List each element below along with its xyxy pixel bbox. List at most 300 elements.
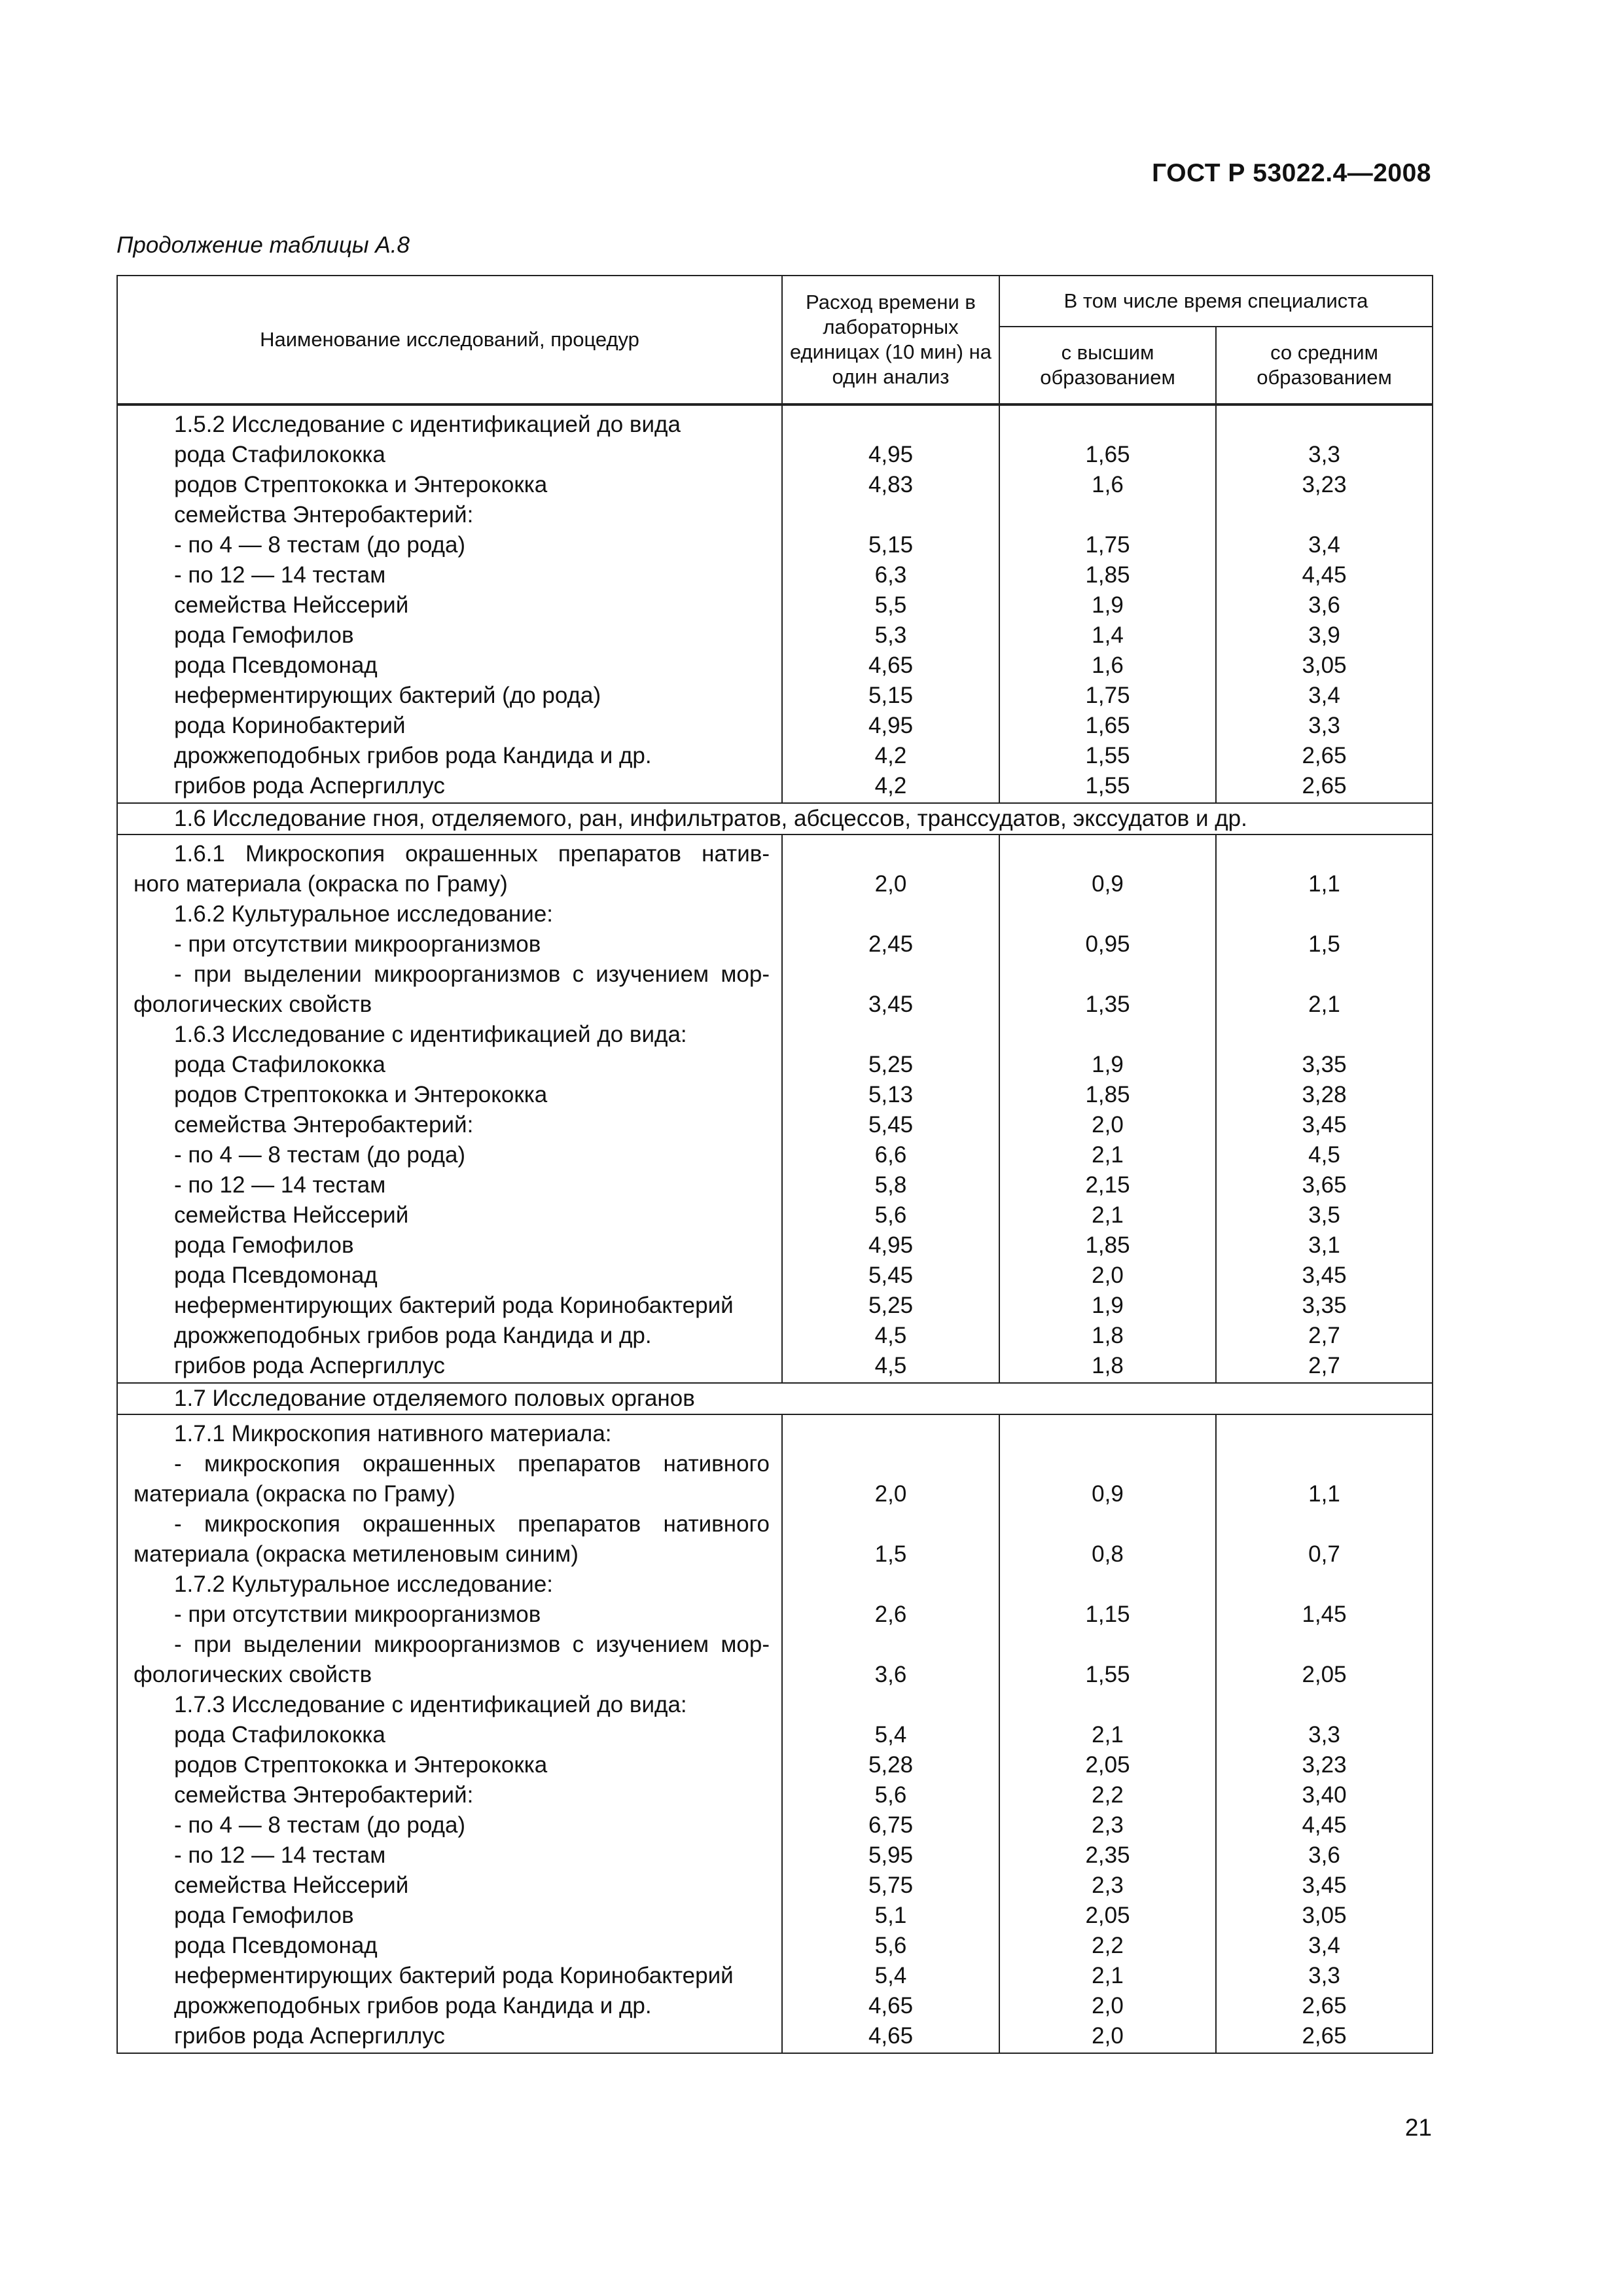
table-row (117, 1961, 1433, 1991)
secondary-education-value-cell (1216, 1449, 1433, 1479)
procedure-name-cell (117, 1750, 782, 1780)
higher-education-value-cell (999, 1630, 1216, 1660)
procedure-name-cell (117, 771, 782, 803)
procedure-name-cell (117, 1780, 782, 1810)
secondary-education-value-cell: 4,45 (1216, 560, 1433, 590)
time-value-cell: 5,28 (782, 1750, 999, 1780)
procedure-name: - по 12 — 14 тестам (174, 562, 386, 588)
time-value-cell: 3,45 (782, 990, 999, 1020)
higher-education-value-cell: 0,9 (999, 1479, 1216, 1509)
time-value-cell (782, 1630, 999, 1660)
time-value-cell: 5,45 (782, 1110, 999, 1140)
procedure-name: семейства Энтеробактерий: (174, 502, 474, 528)
secondary-education-value-cell: 2,05 (1216, 1660, 1433, 1690)
procedure-name: 1.6.1 Микроскопия окрашенных препаратов натив- (174, 841, 770, 867)
column-header-secondary-education: со средним образованием (1216, 327, 1433, 404)
higher-education-value-cell: 2,0 (999, 1261, 1216, 1291)
procedure-name: 1.7.1 Микроскопия нативного материала: (174, 1421, 612, 1446)
secondary-education-value-cell (1216, 960, 1433, 990)
procedure-name-cell (117, 1140, 782, 1170)
table-row (117, 1901, 1433, 1931)
higher-education-value-cell: 2,1 (999, 1961, 1216, 1991)
table-row (117, 1200, 1433, 1230)
time-value-cell: 4,65 (782, 1991, 999, 2021)
secondary-education-value-cell: 3,3 (1216, 440, 1433, 470)
time-value-cell (782, 1449, 999, 1479)
procedure-name: неферментирующих бактерий (до рода) (174, 683, 601, 708)
time-value-cell: 5,8 (782, 1170, 999, 1200)
time-value-cell: 6,6 (782, 1140, 999, 1170)
procedure-name: родов Стрептококка и Энтерококка (174, 1752, 548, 1778)
procedure-name-cell (117, 2021, 782, 2053)
procedure-name: - при отсутствии микроорганизмов (174, 931, 541, 957)
column-header-specialist-group: В том числе время специалиста (999, 276, 1433, 327)
section-row-1-6: 1.6 Исследование гноя, отделяемого, ран, инфильтратов, абсцессов, транссудатов, экссудатов и др. (117, 803, 1433, 834)
table-row (117, 1810, 1433, 1840)
higher-education-value-cell: 1,15 (999, 1600, 1216, 1630)
time-value-cell: 4,65 (782, 2021, 999, 2053)
higher-education-value-cell: 1,65 (999, 440, 1216, 470)
procedure-name-cell (117, 470, 782, 500)
procedure-name: родов Стрептококка и Энтерококка (174, 1082, 548, 1107)
secondary-education-value-cell (1216, 404, 1433, 440)
higher-education-value-cell: 0,95 (999, 929, 1216, 960)
time-value-cell (782, 500, 999, 530)
procedure-name: 1.6.2 Культуральное исследование: (174, 901, 554, 927)
higher-education-value-cell: 1,9 (999, 590, 1216, 620)
table-row (117, 404, 1433, 440)
higher-education-value-cell (999, 1449, 1216, 1479)
procedure-name: 1.7.3 Исследование с идентификацией до вида: (174, 1692, 687, 1717)
time-value-cell: 4,95 (782, 1230, 999, 1261)
time-value-cell: 3,6 (782, 1660, 999, 1690)
table-row (117, 1840, 1433, 1871)
table-row (117, 1720, 1433, 1750)
time-value-cell: 2,45 (782, 929, 999, 960)
secondary-education-value-cell (1216, 834, 1433, 869)
secondary-education-value-cell: 3,35 (1216, 1050, 1433, 1080)
procedure-name: фологических свойств (134, 1662, 372, 1687)
table-row (117, 1080, 1433, 1110)
secondary-education-value-cell: 3,4 (1216, 1931, 1433, 1961)
time-value-cell: 5,15 (782, 530, 999, 560)
table-row (117, 1351, 1433, 1383)
procedure-name-cell (117, 990, 782, 1020)
higher-education-value-cell: 2,1 (999, 1200, 1216, 1230)
procedure-name: неферментирующих бактерий рода Коринобактерий (174, 1293, 734, 1318)
secondary-education-value-cell: 3,23 (1216, 1750, 1433, 1780)
table-row (117, 990, 1433, 1020)
table-row (117, 1050, 1433, 1080)
time-value-cell (782, 1690, 999, 1720)
column-header-higher-education: с высшим образованием (999, 327, 1216, 404)
secondary-education-value-cell: 3,6 (1216, 590, 1433, 620)
time-value-cell: 5,15 (782, 681, 999, 711)
procedure-name: дрожжеподобных грибов рода Кандида и др. (174, 1993, 652, 2018)
procedure-name: семейства Энтеробактерий: (174, 1112, 474, 1138)
higher-education-value-cell: 1,55 (999, 741, 1216, 771)
procedure-name: семейства Энтеробактерий: (174, 1782, 474, 1808)
procedure-name: рода Псевдомонад (174, 1263, 378, 1288)
procedure-name-cell (117, 1080, 782, 1110)
procedure-name-cell (117, 1630, 782, 1660)
time-value-cell: 4,5 (782, 1321, 999, 1351)
procedure-name-cell (117, 1871, 782, 1901)
secondary-education-value-cell: 3,35 (1216, 1291, 1433, 1321)
procedure-name-cell (117, 1991, 782, 2021)
higher-education-value-cell: 1,4 (999, 620, 1216, 651)
higher-education-value-cell: 1,35 (999, 990, 1216, 1020)
procedure-name-cell (117, 834, 782, 869)
time-value-cell (782, 1570, 999, 1600)
table-row (117, 1570, 1433, 1600)
procedure-name: материала (окраска метиленовым синим) (134, 1541, 579, 1567)
time-value-cell: 2,0 (782, 1479, 999, 1509)
table-row (117, 869, 1433, 899)
secondary-education-value-cell: 3,6 (1216, 1840, 1433, 1871)
procedure-name: рода Стафилококка (174, 442, 385, 467)
time-value-cell: 5,5 (782, 590, 999, 620)
time-value-cell (782, 899, 999, 929)
procedure-name: семейства Нейссерий (174, 1873, 409, 1898)
secondary-education-value-cell: 3,1 (1216, 1230, 1433, 1261)
secondary-education-value-cell: 1,1 (1216, 869, 1433, 899)
time-value-cell: 5,25 (782, 1291, 999, 1321)
procedure-name: грибов рода Аспергиллус (174, 773, 445, 798)
higher-education-value-cell: 1,8 (999, 1321, 1216, 1351)
higher-education-value-cell: 2,3 (999, 1810, 1216, 1840)
procedure-name: неферментирующих бактерий рода Коринобактерий (174, 1963, 734, 1988)
secondary-education-value-cell: 3,5 (1216, 1200, 1433, 1230)
higher-education-value-cell (999, 1414, 1216, 1449)
section-row-1-7: 1.7 Исследование отделяемого половых органов (117, 1383, 1433, 1414)
procedure-name-cell (117, 1509, 782, 1539)
secondary-education-value-cell: 1,45 (1216, 1600, 1433, 1630)
table-row (117, 1110, 1433, 1140)
time-value-cell: 5,4 (782, 1720, 999, 1750)
time-value-cell: 5,13 (782, 1080, 999, 1110)
table-row (117, 1230, 1433, 1261)
higher-education-value-cell (999, 1690, 1216, 1720)
procedure-name-cell (117, 500, 782, 530)
secondary-education-value-cell: 2,1 (1216, 990, 1433, 1020)
procedure-name-cell (117, 1961, 782, 1991)
higher-education-value-cell: 2,2 (999, 1931, 1216, 1961)
higher-education-value-cell: 2,2 (999, 1780, 1216, 1810)
table-row (117, 1020, 1433, 1050)
higher-education-value-cell (999, 1509, 1216, 1539)
procedure-name: - по 4 — 8 тестам (до рода) (174, 1142, 466, 1168)
procedure-name: рода Гемофилов (174, 622, 354, 648)
table-row (117, 681, 1433, 711)
column-header-name: Наименование исследований, процедур (117, 276, 782, 404)
table-row (117, 1291, 1433, 1321)
procedure-name: - по 4 — 8 тестам (до рода) (174, 1812, 466, 1838)
secondary-education-value-cell: 3,28 (1216, 1080, 1433, 1110)
secondary-education-value-cell (1216, 1509, 1433, 1539)
higher-education-value-cell: 2,05 (999, 1901, 1216, 1931)
secondary-education-value-cell: 0,7 (1216, 1539, 1433, 1570)
procedure-name-cell (117, 1479, 782, 1509)
secondary-education-value-cell: 1,1 (1216, 1479, 1433, 1509)
time-value-cell: 2,0 (782, 869, 999, 899)
document-code-header: ГОСТ Р 53022.4—2008 (1152, 159, 1431, 187)
higher-education-value-cell: 1,85 (999, 1230, 1216, 1261)
time-value-cell: 6,3 (782, 560, 999, 590)
procedure-name: рода Гемофилов (174, 1232, 354, 1258)
procedure-name: рода Гемофилов (174, 1903, 354, 1928)
table-row (117, 1261, 1433, 1291)
column-header-time: Расход времени в лабораторных единицах (10 мин) на один анализ (782, 276, 999, 404)
higher-education-value-cell: 2,0 (999, 2021, 1216, 2053)
higher-education-value-cell: 1,75 (999, 681, 1216, 711)
secondary-education-value-cell: 3,4 (1216, 530, 1433, 560)
procedure-name-cell (117, 1901, 782, 1931)
time-value-cell (782, 1414, 999, 1449)
procedure-name-cell (117, 1810, 782, 1840)
higher-education-value-cell: 1,9 (999, 1050, 1216, 1080)
procedure-name: грибов рода Аспергиллус (174, 1353, 445, 1378)
procedure-name: дрожжеподобных грибов рода Кандида и др. (174, 743, 652, 768)
secondary-education-value-cell (1216, 899, 1433, 929)
higher-education-value-cell: 0,8 (999, 1539, 1216, 1570)
time-value-cell: 4,2 (782, 771, 999, 803)
procedure-name-cell (117, 1449, 782, 1479)
time-value-cell: 5,75 (782, 1871, 999, 1901)
table-row (117, 1479, 1433, 1509)
table-row (117, 1600, 1433, 1630)
secondary-education-value-cell: 2,65 (1216, 741, 1433, 771)
procedure-name: рода Стафилококка (174, 1722, 385, 1748)
table-row (117, 1871, 1433, 1901)
procedure-name-cell (117, 1660, 782, 1690)
secondary-education-value-cell: 3,05 (1216, 1901, 1433, 1931)
time-value-cell (782, 404, 999, 440)
procedure-name: грибов рода Аспергиллус (174, 2023, 445, 2049)
procedure-name: рода Псевдомонад (174, 653, 378, 678)
higher-education-value-cell: 1,65 (999, 711, 1216, 741)
higher-education-value-cell: 1,6 (999, 651, 1216, 681)
secondary-education-value-cell: 2,65 (1216, 2021, 1433, 2053)
procedure-name: - по 12 — 14 тестам (174, 1842, 386, 1868)
page-number: 21 (1404, 2114, 1432, 2141)
secondary-education-value-cell: 3,3 (1216, 1720, 1433, 1750)
time-value-cell (782, 1020, 999, 1050)
procedure-name: - по 4 — 8 тестам (до рода) (174, 532, 466, 558)
higher-education-value-cell: 2,1 (999, 1720, 1216, 1750)
table-row (117, 1140, 1433, 1170)
procedure-name-cell (117, 1050, 782, 1080)
table-row (117, 1170, 1433, 1200)
procedure-name: - при выделении микроорганизмов с изучением мор- (174, 961, 770, 987)
time-value-cell: 5,25 (782, 1050, 999, 1080)
procedure-name-cell (117, 651, 782, 681)
secondary-education-value-cell: 2,65 (1216, 771, 1433, 803)
secondary-education-value-cell: 3,40 (1216, 1780, 1433, 1810)
time-value-cell: 5,6 (782, 1200, 999, 1230)
time-value-cell: 4,95 (782, 711, 999, 741)
table-row (117, 440, 1433, 470)
secondary-education-value-cell: 4,45 (1216, 1810, 1433, 1840)
time-value-cell (782, 960, 999, 990)
secondary-education-value-cell: 2,65 (1216, 1991, 1433, 2021)
time-value-cell: 4,95 (782, 440, 999, 470)
higher-education-value-cell (999, 404, 1216, 440)
secondary-education-value-cell: 3,4 (1216, 681, 1433, 711)
secondary-education-value-cell: 3,65 (1216, 1170, 1433, 1200)
higher-education-value-cell (999, 500, 1216, 530)
procedure-name-cell (117, 1230, 782, 1261)
higher-education-value-cell (999, 899, 1216, 929)
higher-education-value-cell (999, 960, 1216, 990)
secondary-education-value-cell (1216, 1020, 1433, 1050)
table-row (117, 1750, 1433, 1780)
procedure-name-cell (117, 560, 782, 590)
higher-education-value-cell: 1,75 (999, 530, 1216, 560)
procedure-name: - по 12 — 14 тестам (174, 1172, 386, 1198)
secondary-education-value-cell (1216, 1630, 1433, 1660)
procedure-name-cell (117, 1351, 782, 1383)
secondary-education-value-cell (1216, 1690, 1433, 1720)
procedure-name: семейства Нейссерий (174, 1202, 409, 1228)
table-row (117, 530, 1433, 560)
procedure-name-cell (117, 960, 782, 990)
procedure-name-cell (117, 1020, 782, 1050)
procedure-name-cell (117, 869, 782, 899)
time-value-cell (782, 1509, 999, 1539)
higher-education-value-cell (999, 1020, 1216, 1050)
norms-table (116, 275, 1433, 2054)
procedure-name: 1.6.3 Исследование с идентификацией до вида: (174, 1022, 687, 1047)
higher-education-value-cell: 2,15 (999, 1170, 1216, 1200)
table-block-1-5-2 (117, 404, 1433, 803)
procedure-name-cell (117, 929, 782, 960)
time-value-cell: 2,6 (782, 1600, 999, 1630)
procedure-name: - микроскопия окрашенных препаратов нативного (174, 1511, 770, 1537)
table-row (117, 2021, 1433, 2053)
procedure-name: - при выделении микроорганизмов с изучением мор- (174, 1632, 770, 1657)
secondary-education-value-cell (1216, 1570, 1433, 1600)
procedure-name-cell (117, 1321, 782, 1351)
higher-education-value-cell: 1,85 (999, 560, 1216, 590)
procedure-name-cell (117, 1261, 782, 1291)
table-row (117, 1931, 1433, 1961)
procedure-name-cell (117, 1931, 782, 1961)
higher-education-value-cell (999, 834, 1216, 869)
procedure-name-cell (117, 1170, 782, 1200)
higher-education-value-cell: 1,55 (999, 771, 1216, 803)
higher-education-value-cell: 1,9 (999, 1291, 1216, 1321)
procedure-name-cell (117, 1840, 782, 1871)
secondary-education-value-cell: 2,7 (1216, 1351, 1433, 1383)
procedure-name: 1.5.2 Исследование с идентификацией до вида (174, 412, 681, 437)
table-block-1-7 (117, 1414, 1433, 2053)
secondary-education-value-cell: 3,45 (1216, 1871, 1433, 1901)
procedure-name-cell (117, 1600, 782, 1630)
procedure-name-cell (117, 1414, 782, 1449)
table-row (117, 1660, 1433, 1690)
higher-education-value-cell: 2,0 (999, 1110, 1216, 1140)
table-header (117, 276, 1433, 404)
higher-education-value-cell: 2,1 (999, 1140, 1216, 1170)
higher-education-value-cell: 2,35 (999, 1840, 1216, 1871)
secondary-education-value-cell: 3,05 (1216, 651, 1433, 681)
table-row (117, 929, 1433, 960)
secondary-education-value-cell: 3,3 (1216, 1961, 1433, 1991)
table-block-1-6 (117, 834, 1433, 1383)
procedure-name-cell (117, 711, 782, 741)
time-value-cell: 5,4 (782, 1961, 999, 1991)
table-row (117, 590, 1433, 620)
table-row (117, 960, 1433, 990)
secondary-education-value-cell: 3,45 (1216, 1110, 1433, 1140)
procedure-name-cell (117, 590, 782, 620)
time-value-cell: 6,75 (782, 1810, 999, 1840)
secondary-education-value-cell: 3,9 (1216, 620, 1433, 651)
procedure-name: рода Стафилококка (174, 1052, 385, 1077)
time-value-cell: 5,6 (782, 1780, 999, 1810)
procedure-name-cell (117, 1690, 782, 1720)
table-row (117, 1780, 1433, 1810)
table-row (117, 1321, 1433, 1351)
time-value-cell: 5,6 (782, 1931, 999, 1961)
table-continuation-caption: Продолжение таблицы А.8 (116, 232, 410, 258)
table-row (117, 1539, 1433, 1570)
higher-education-value-cell: 1,6 (999, 470, 1216, 500)
procedure-name-cell (117, 1570, 782, 1600)
secondary-education-value-cell (1216, 500, 1433, 530)
procedure-name-cell (117, 741, 782, 771)
table-row (117, 1991, 1433, 2021)
table-row (117, 741, 1433, 771)
procedure-name: ного материала (окраска по Граму) (134, 871, 508, 897)
table-row (117, 711, 1433, 741)
procedure-name-cell (117, 1200, 782, 1230)
procedure-name-cell (117, 404, 782, 440)
time-value-cell: 4,65 (782, 651, 999, 681)
higher-education-value-cell: 2,0 (999, 1991, 1216, 2021)
procedure-name: - при отсутствии микроорганизмов (174, 1602, 541, 1627)
higher-education-value-cell: 1,55 (999, 1660, 1216, 1690)
procedure-name-cell (117, 899, 782, 929)
procedure-name-cell (117, 1720, 782, 1750)
procedure-name: 1.7.2 Культуральное исследование: (174, 1571, 554, 1597)
procedure-name: дрожжеподобных грибов рода Кандида и др. (174, 1323, 652, 1348)
secondary-education-value-cell: 3,23 (1216, 470, 1433, 500)
procedure-name: родов Стрептококка и Энтерококка (174, 472, 548, 497)
table-row (117, 470, 1433, 500)
procedure-name: рода Коринобактерий (174, 713, 406, 738)
table-row (117, 560, 1433, 590)
procedure-name: - микроскопия окрашенных препаратов нативного (174, 1451, 770, 1477)
time-value-cell: 1,5 (782, 1539, 999, 1570)
secondary-education-value-cell: 3,45 (1216, 1261, 1433, 1291)
time-value-cell: 5,45 (782, 1261, 999, 1291)
higher-education-value-cell: 0,9 (999, 869, 1216, 899)
procedure-name-cell (117, 440, 782, 470)
table-row (117, 771, 1433, 803)
higher-education-value-cell (999, 1570, 1216, 1600)
secondary-education-value-cell (1216, 1414, 1433, 1449)
procedure-name-cell (117, 530, 782, 560)
table-row (117, 1449, 1433, 1479)
time-value-cell: 5,3 (782, 620, 999, 651)
time-value-cell: 5,95 (782, 1840, 999, 1871)
procedure-name-cell (117, 1539, 782, 1570)
table-row (117, 834, 1433, 869)
time-value-cell (782, 834, 999, 869)
time-value-cell: 5,1 (782, 1901, 999, 1931)
